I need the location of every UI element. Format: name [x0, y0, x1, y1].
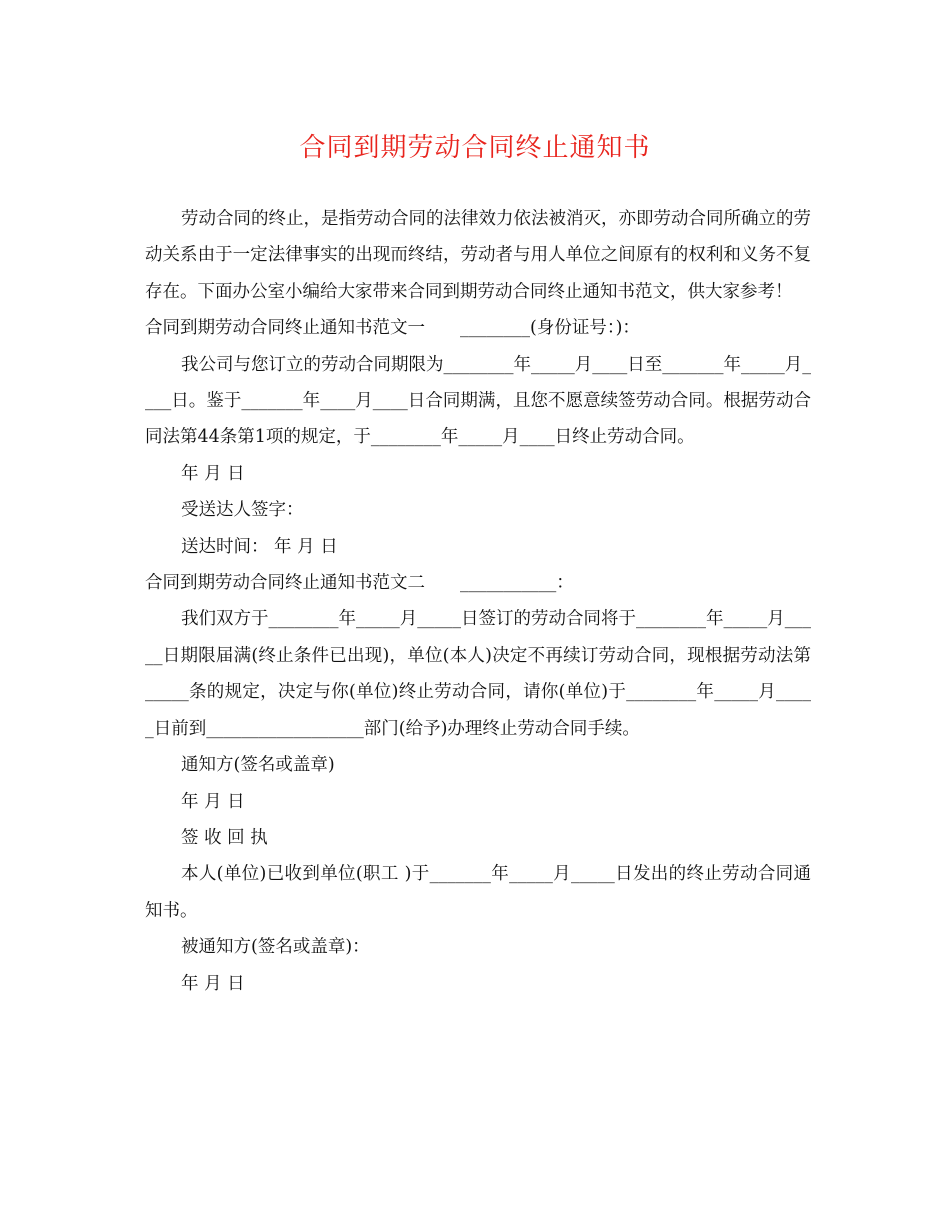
receipt-body: 本人(单位)已收到单位(职工 )于_______年_____月_____日发出的终止劳动合同通知书。 — [145, 864, 811, 921]
receipt-heading: 签 收 回 执 — [181, 827, 268, 848]
intro-paragraph: 劳动合同的终止，是指劳动合同的法律效力依法被消灭，亦即劳动合同所确立的劳动关系由于一定法律事实的出现而终结，劳动者与用人单位之间原有的权利和义务不复存在。下面办公室小编给大家带来合同到期劳动合同终止通知书范文，供大家参考！ — [145, 209, 811, 302]
sample-one-date: 年 月 日 — [181, 463, 245, 484]
document-body — [145, 201, 811, 1002]
sample-two-heading: 合同到期劳动合同终止通知书范文二 ___________： — [145, 573, 574, 594]
sample-one-heading: 合同到期劳动合同终止通知书范文一 ________(身份证号：)： — [145, 318, 640, 339]
recipient-signature-line: 受送达人签字： — [181, 500, 304, 521]
sample-one-body: 我公司与您订立的劳动合同期限为________年_____月____日至_______年_____月____日。鉴于_______年____月____日合同期满，且您不愿意续签劳动合同。根据劳动合同法第44条第1项的规定，于________年_____月____日终止劳动合同。 — [145, 354, 811, 448]
notifier-date: 年 月 日 — [181, 791, 245, 812]
document-title: 合同到期劳动合同终止通知书 — [299, 133, 651, 163]
notified-signature-line: 被通知方(签名或盖章)： — [181, 937, 370, 958]
notifier-signature-line: 通知方(签名或盖章) — [181, 755, 335, 776]
notified-date: 年 月 日 — [181, 973, 245, 994]
delivery-time-line: 送达时间： 年 月 日 — [181, 536, 338, 557]
sample-two-body: 我们双方于________年_____月_____日签订的劳动合同将于________年_____月_____日期限届满(终止条件已出现)，单位(本人)决定不再续订劳动合同，现根据劳动法第_____条的规定，决定与你(单位)终止劳动合同，请你(单位)于________年_____月_____日前到__________________部门(给予)办理终止劳动合同手续。 — [145, 609, 811, 739]
